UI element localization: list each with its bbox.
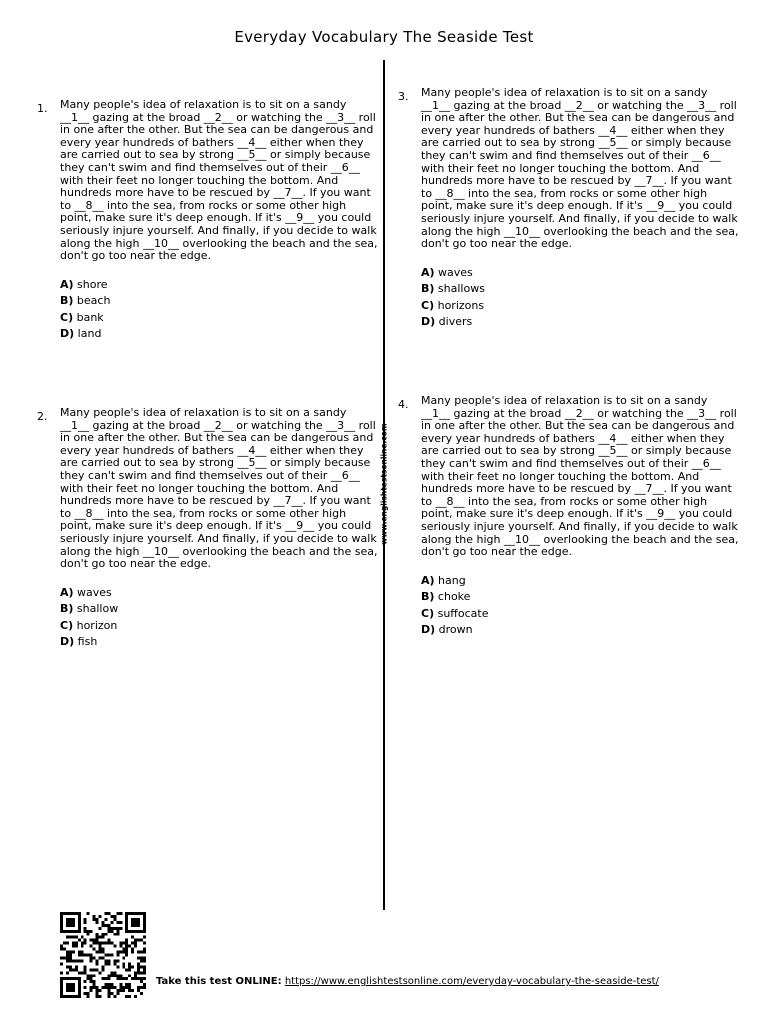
option-b[interactable]: B) shallows <box>421 282 485 296</box>
option-a[interactable]: A) waves <box>60 585 112 599</box>
question-3 <box>421 87 739 333</box>
option-a[interactable]: A) shore <box>60 277 108 291</box>
footer-label: Take this test ONLINE: <box>156 976 282 987</box>
option-a[interactable]: A) waves <box>421 265 473 279</box>
question-number: 3. <box>398 90 409 103</box>
option-d[interactable]: D) fish <box>60 635 98 649</box>
question-passage: Many people's idea of relaxation is to sit on a sandy __1__ gazing at the broad __2__ or watching the __3__ roll in one after the other. But the sea can be dangerous and every year hundreds of bathers __4__ either when they are carried out to sea by strong __5__ or simply because they can't swim and find themselves out of their __6__ with their feet no longer touching the bottom. And hundreds more have to be rescued by __7__. If you want to __8__ into the sea, from rocks or some other high point, make sure it's deep enough. If it's __9__ you could seriously injure yourself. And finally, if you decide to walk along the high __10__ overlooking the beach and the sea, don't go too near the edge. <box>421 86 739 251</box>
question-passage: Many people's idea of relaxation is to sit on a sandy __1__ gazing at the broad __2__ or watching the __3__ roll in one after the other. But the sea can be dangerous and every year hundreds of bathers __4__ either when they are carried out to sea by strong __5__ or simply because they can't swim and find themselves out of their __6__ with their feet no longer touching the bottom. And hundreds more have to be rescued by __7__. If you want to __8__ into the sea, from rocks or some other high point, make sure it's deep enough. If it's __9__ you could seriously injure yourself. And finally, if you decide to walk along the high __10__ overlooking the beach and the sea, don't go too near the edge. <box>60 98 378 263</box>
footer-link[interactable]: https://www.englishtestsonline.com/everyday-vocabulary-the-seaside-test/ <box>284 976 659 987</box>
option-c[interactable]: C) horizon <box>60 618 118 632</box>
options-list <box>60 279 378 345</box>
question-passage: Many people's idea of relaxation is to sit on a sandy __1__ gazing at the broad __2__ or watching the __3__ roll in one after the other. But the sea can be dangerous and every year hundreds of bathers __4__ either when they are carried out to sea by strong __5__ or simply because they can't swim and find themselves out of their __6__ with their feet no longer touching the bottom. And hundreds more have to be rescued by __7__. If you want to __8__ into the sea, from rocks or some other high point, make sure it's deep enough. If it's __9__ you could seriously injure yourself. And finally, if you decide to walk along the high __10__ overlooking the beach and the sea, don't go too near the edge. <box>60 406 378 571</box>
question-number: 4. <box>398 398 409 411</box>
option-d[interactable]: D) divers <box>421 315 473 329</box>
footer <box>156 976 659 987</box>
option-d[interactable]: D) drown <box>421 623 473 637</box>
option-c[interactable]: C) bank <box>60 310 104 324</box>
question-number: 2. <box>37 410 48 423</box>
question-4 <box>421 395 739 641</box>
option-d[interactable]: D) land <box>60 327 102 341</box>
option-a[interactable]: A) hang <box>421 573 466 587</box>
page-title: Everyday Vocabulary The Seaside Test <box>234 28 534 46</box>
question-number: 1. <box>37 102 48 115</box>
qr-code-icon[interactable] <box>58 912 148 998</box>
question-passage: Many people's idea of relaxation is to sit on a sandy __1__ gazing at the broad __2__ or watching the __3__ roll in one after the other. But the sea can be dangerous and every year hundreds of bathers __4__ either when they are carried out to sea by strong __5__ or simply because they can't swim and find themselves out of their __6__ with their feet no longer touching the bottom. And hundreds more have to be rescued by __7__. If you want to __8__ into the sea, from rocks or some other high point, make sure it's deep enough. If it's __9__ you could seriously injure yourself. And finally, if you decide to walk along the high __10__ overlooking the beach and the sea, don't go too near the edge. <box>421 394 739 559</box>
option-b[interactable]: B) beach <box>60 294 111 308</box>
side-url: www.englishtestsonline.com <box>379 423 389 545</box>
option-b[interactable]: B) choke <box>421 590 471 604</box>
question-1 <box>60 99 378 345</box>
option-b[interactable]: B) shallow <box>60 602 119 616</box>
options-list <box>421 575 739 641</box>
option-c[interactable]: C) horizons <box>421 298 485 312</box>
option-c[interactable]: C) suffocate <box>421 606 489 620</box>
options-list <box>421 267 739 333</box>
question-2 <box>60 407 378 653</box>
options-list <box>60 587 378 653</box>
